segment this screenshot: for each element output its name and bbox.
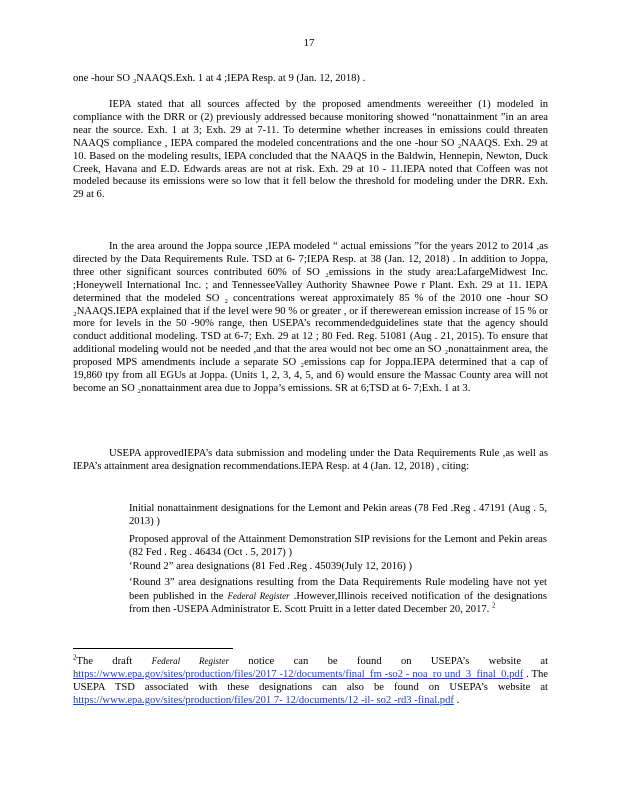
footnote-text-mid: notice can be found on USEPA’s website at (229, 656, 549, 667)
page-number: 17 (303, 37, 315, 49)
bullet-item-1 (107, 503, 547, 529)
paragraph-joppa-modeling: In the area around the Joppa source ,IEPA modeled “ actual emissions ”for the years 2012 to 2014 ,as directed by the Data Requirements Rule. TSD at 6- 7;IEPA Resp. at 38 (Jan. 12, 2018) . In addition to Joppa, three other significant sources contributed 60% of SO ₂emissions in the study area:LafargeMidwest Inc. ;Honeywell International Inc. ; and TennesseeValley Authority Shawnee Powe r Plant. Exh. 29 at 11. IEPA determined that the modeled SO ₂ concentrations wereat approximately 85 % of the 2010 one -hour SO ₂NAAQS.IEPA explained that if the level were 90 % or greater , or if therewerean emission increase of 15 % or more for levels in the 50 -90% range, then USEPA’s recommendedguidelines state that the agency should conduct additional modeling. TSD at 6-7; Exh. 29 at 12 ; 80 Fed. Reg. 51081 (Aug . 21, 2015). To ensure that additional modeling would not be needed ,and that the area would not bec ome an SO ₂nonattainment area, the proposed MPS amendments include a separate SO ₂emissions cap for Joppa.IEPA determined that a cap of 19,860 tpy from all EGUs at Joppa. (Units 1, 2, 3, 4, 5, and 6) would ensure the Massac County area will not become an SO ₂nonattainment area due to Joppa’s emissions. SR at 6;TSD at 6- 7;Exh. 1 at 3. (73, 241, 548, 394)
bullet-text: ‘Round 2” area designations (81 Fed .Reg . 45039(July 12, 2016) ) (129, 561, 413, 572)
footnote-reference: 2 (491, 601, 496, 610)
footnote-text-start: The draft (76, 656, 152, 667)
federal-register-italic: Federal Register (227, 590, 290, 601)
bullet-text: Proposed approval of the Attainment Demonstration SIP revisions for the Lemont and Pekin areas (82 Fed . Reg . 46434 (Oct . 5, 2017) ) (129, 534, 547, 558)
bullet-marker (107, 577, 119, 590)
bullet-item-3 (107, 561, 547, 574)
bullet-marker (107, 534, 119, 547)
bullet-item-2 (107, 534, 547, 560)
footnote-link-2[interactable]: https://www.epa.gov/sites/production/files/201 7- 12/documents/12 -il- so2 -rd3 -final.pdf (73, 694, 454, 706)
paragraph-usepa-approved: USEPA approvedIEPA’s data submission and modeling under the Data Requirements Rule ,as well as IEPA’s attainment area designation recommendations.IEPA Resp. at 4 (Jan. 12, 2018) , citing: (73, 448, 548, 472)
bullet-marker (107, 503, 119, 516)
footnote-link-1[interactable]: https://www.epa.gov/sites/production/files/2017 -12/documents/final_fm -so2 - noa_ro und_3_final_0.pdf (73, 668, 524, 680)
bullet-item-4 (107, 577, 547, 617)
paragraph-continuation: one -hour SO ₂NAAQS.Exh. 1 at 4 ;IEPA Resp. at 9 (Jan. 12, 2018) . (73, 73, 366, 84)
footnote-text-mid2: . The USEPA TSD associated with these designations can also be found on USEPA’s website at (73, 668, 548, 693)
footnote-number: 2 (73, 653, 77, 662)
footnote-text-end: . (453, 694, 460, 706)
bullet-marker (107, 561, 119, 574)
bullet-text-end: .However,Illinois received notification of the designations from then -USEPA Administrator E. Scott Pruitt in a letter dated December 20, 2017. (129, 590, 548, 615)
bullet-text (129, 577, 547, 617)
federal-register-italic: Federal Register (151, 656, 230, 666)
bullet-text-start: ‘Round 3” area designations resulting from the Data Requirements Rule modeling have not yet been published in the (129, 577, 547, 602)
paragraph-iepa-stated: IEPA stated that all sources affected by the proposed amendments wereeither (1) modeled in compliance with the DRR or (2) previously addressed because monitoring showed “nonattainment ”in an area near the source. Exh. 1 at 3; Exh. 29 at 7-11. To determine whether increases in emissions could threaten NAAQS compliance , IEPA compared the modeled concentrations and the one -hour SO ₂NAAQS. Exh. 29 at 10. Based on the modeling results, IEPA concluded that the NAAQS in the Baldwin, Hennepin, Newton, Duck Creek, Havana and E.D. Edwards areas are not at risk. Exh. 29 at 10 - 11.IEPA noted that Coffeen was not modeled because its emissions were so low that it fell below the threshold for modeling under the DRR. Exh. 29 at 6. (73, 99, 548, 201)
bullet-text: Initial nonattainment designations for the Lemont and Pekin areas (78 Fed .Reg . 47191 (Aug . 5, 2013) ) (129, 503, 547, 527)
footnote-divider (73, 648, 233, 649)
footnote (73, 655, 548, 708)
